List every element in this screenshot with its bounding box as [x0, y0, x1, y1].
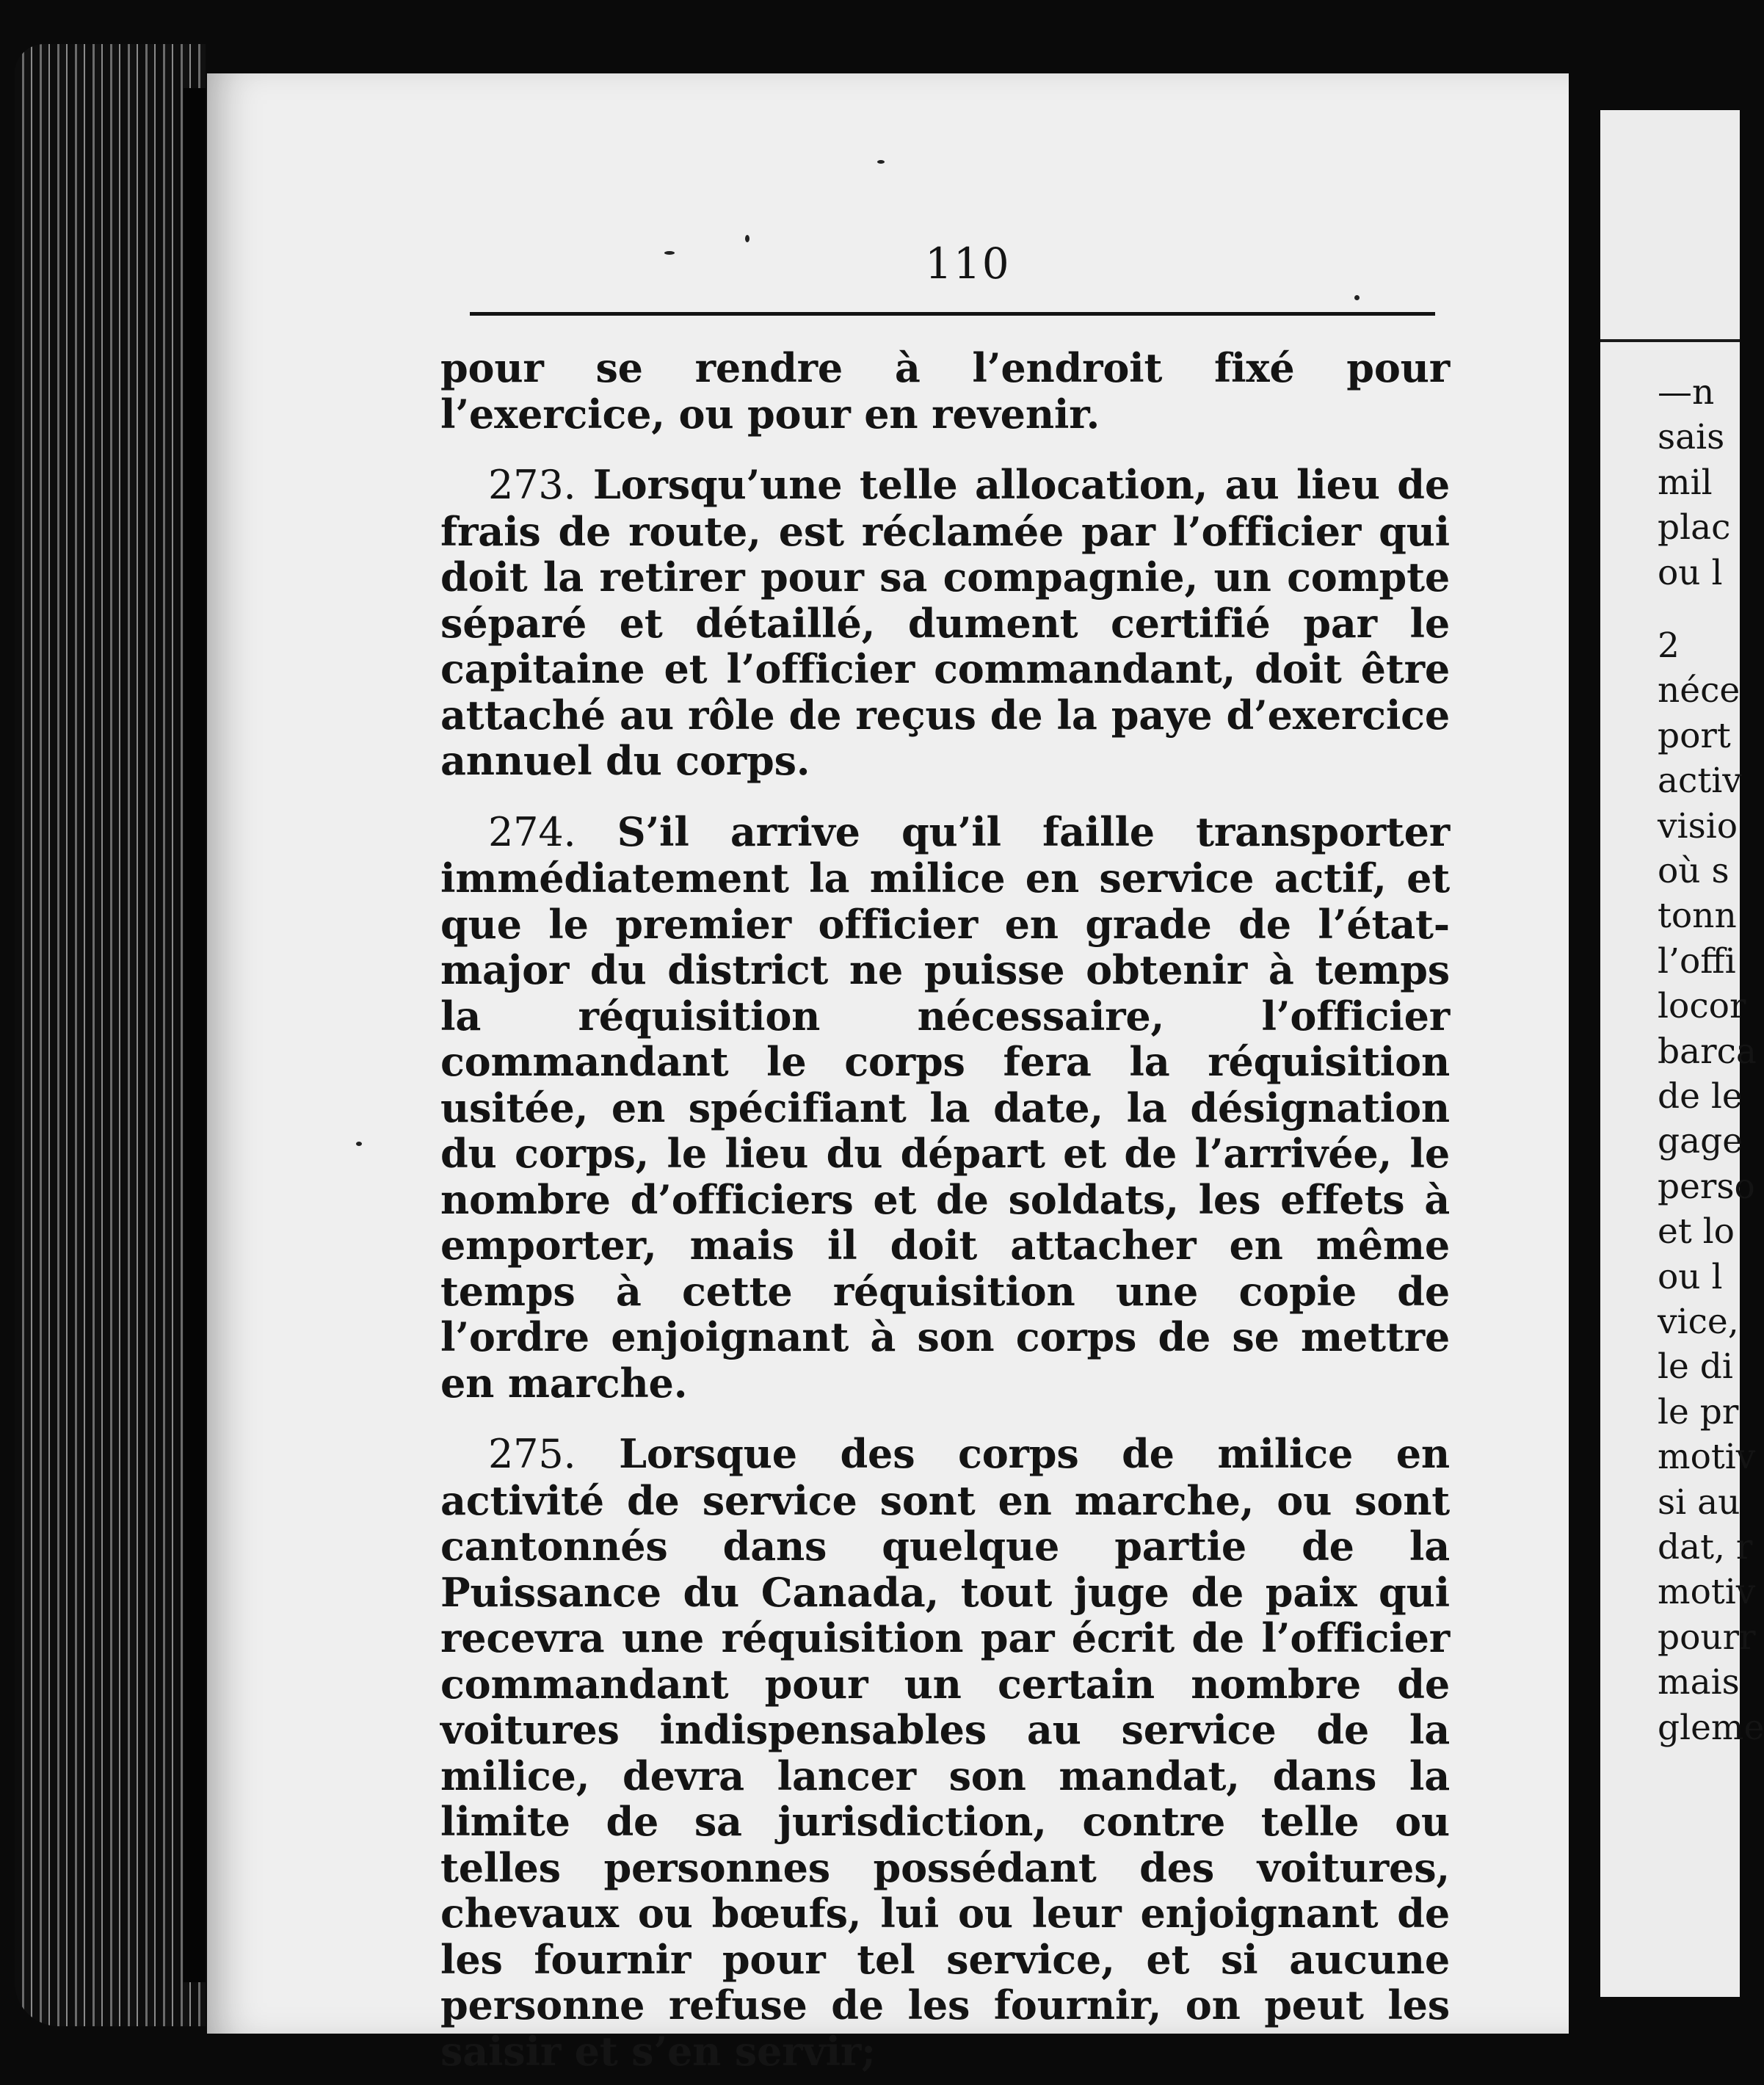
- print-speck: [1354, 295, 1360, 300]
- facing-line: activ: [1658, 761, 1742, 802]
- facing-line: port: [1658, 715, 1731, 756]
- facing-line: motiv: [1658, 1572, 1756, 1613]
- facing-page: [1600, 110, 1764, 1997]
- facing-line: vice,: [1658, 1302, 1739, 1342]
- facing-line: où s: [1658, 851, 1729, 891]
- facing-line: tonn: [1658, 896, 1737, 937]
- facing-line: ou l: [1658, 552, 1723, 593]
- facing-line: barca: [1658, 1031, 1757, 1072]
- facing-line: pourr: [1658, 1617, 1756, 1658]
- facing-line: l’offi: [1658, 940, 1736, 982]
- paragraph-274: [440, 809, 1450, 1407]
- page-number: 110: [925, 239, 1011, 289]
- facing-page-header-rule: [1600, 339, 1740, 342]
- facing-line: perso: [1658, 1166, 1755, 1207]
- paragraph-text: pour se rendre à l’endroit fixé pour l’exercice, ou pour en revenir.: [440, 344, 1450, 438]
- print-speck: [877, 160, 885, 164]
- book-page-edges: [15, 44, 206, 2026]
- facing-line: sais: [1658, 417, 1725, 458]
- facing-line: le di: [1658, 1346, 1733, 1388]
- facing-line: 2: [1658, 626, 1680, 666]
- facing-line: mais: [1658, 1662, 1740, 1703]
- paragraph-273: [440, 462, 1450, 784]
- facing-line: visio: [1658, 805, 1738, 846]
- print-speck: [664, 251, 675, 255]
- paragraph-text: Lorsque des corps de milice en activité de service sont en marche, ou sont cantonnés dans quelque partie de la Puissance du Canada, tout juge de paix qui recevra une réquisition par écrit de l’officier commandant pour un certain nombre de voitures indispensables au service de la milice, devra lancer son mandat, dans la limite de sa jurisdiction, contre telle ou telles personnes possédant des voitures, chevaux ou bœufs, lui ou leur enjoignant de les fournir pour tel service, et si aucune personne refuse de les fournir, on peut les saisir et s’en servir;: [440, 1430, 1450, 2075]
- facing-line: mil: [1658, 462, 1713, 503]
- paragraph-number: 273.: [488, 462, 576, 508]
- print-speck: [745, 235, 749, 242]
- facing-line: gage: [1658, 1121, 1743, 1162]
- facing-line: —n: [1658, 372, 1715, 413]
- paragraph-number: 275.: [488, 1431, 576, 1477]
- paragraph-text: S’il arrive qu’il faille transporter immédiatement la milice en service actif, et que le premier officier en grade de l’état-major du district ne puisse obtenir à temps la réquisition nécessaire, l’officier commandant le corps fera la réquisition usitée, en spécifiant la date, la désignation du corps, le lieu du départ et de l’arrivée, le nombre d’officiers et de soldats, les effets à emporter, mais il doit attacher en même temps à cette réquisition une copie de l’ordre enjoignant à son corps de se mettre en marche.: [440, 808, 1450, 1407]
- page-text-block: [440, 345, 1450, 2074]
- paragraph-continuation: [440, 345, 1450, 437]
- facing-line: si au: [1658, 1482, 1741, 1523]
- print-speck: [356, 1142, 362, 1146]
- facing-line: le pr: [1658, 1391, 1739, 1432]
- facing-line: ou l: [1658, 1256, 1723, 1297]
- header-rule: [470, 312, 1435, 316]
- paragraph-275: [440, 1431, 1450, 2074]
- facing-line: gleme: [1658, 1707, 1764, 1748]
- facing-line: dat, r: [1658, 1527, 1753, 1567]
- facing-line: et lo: [1658, 1211, 1735, 1252]
- paragraph-text: Lorsqu’une telle allocation, au lieu de frais de route, est réclamée par l’officier qui doit la retirer pour sa compagnie, un compte séparé et détaillé, dument certifié par le capitaine et l’officier commandant, doit être attaché au rôle de reçus de la paye d’exercice annuel du corps.: [440, 461, 1450, 784]
- facing-line: néce: [1658, 670, 1741, 711]
- book-gutter-shadow: [184, 88, 206, 1982]
- facing-line: plac: [1658, 507, 1731, 548]
- facing-line: de le: [1658, 1076, 1743, 1117]
- facing-line: locor: [1658, 986, 1746, 1027]
- facing-line: motiv: [1658, 1437, 1756, 1478]
- paragraph-number: 274.: [488, 808, 576, 855]
